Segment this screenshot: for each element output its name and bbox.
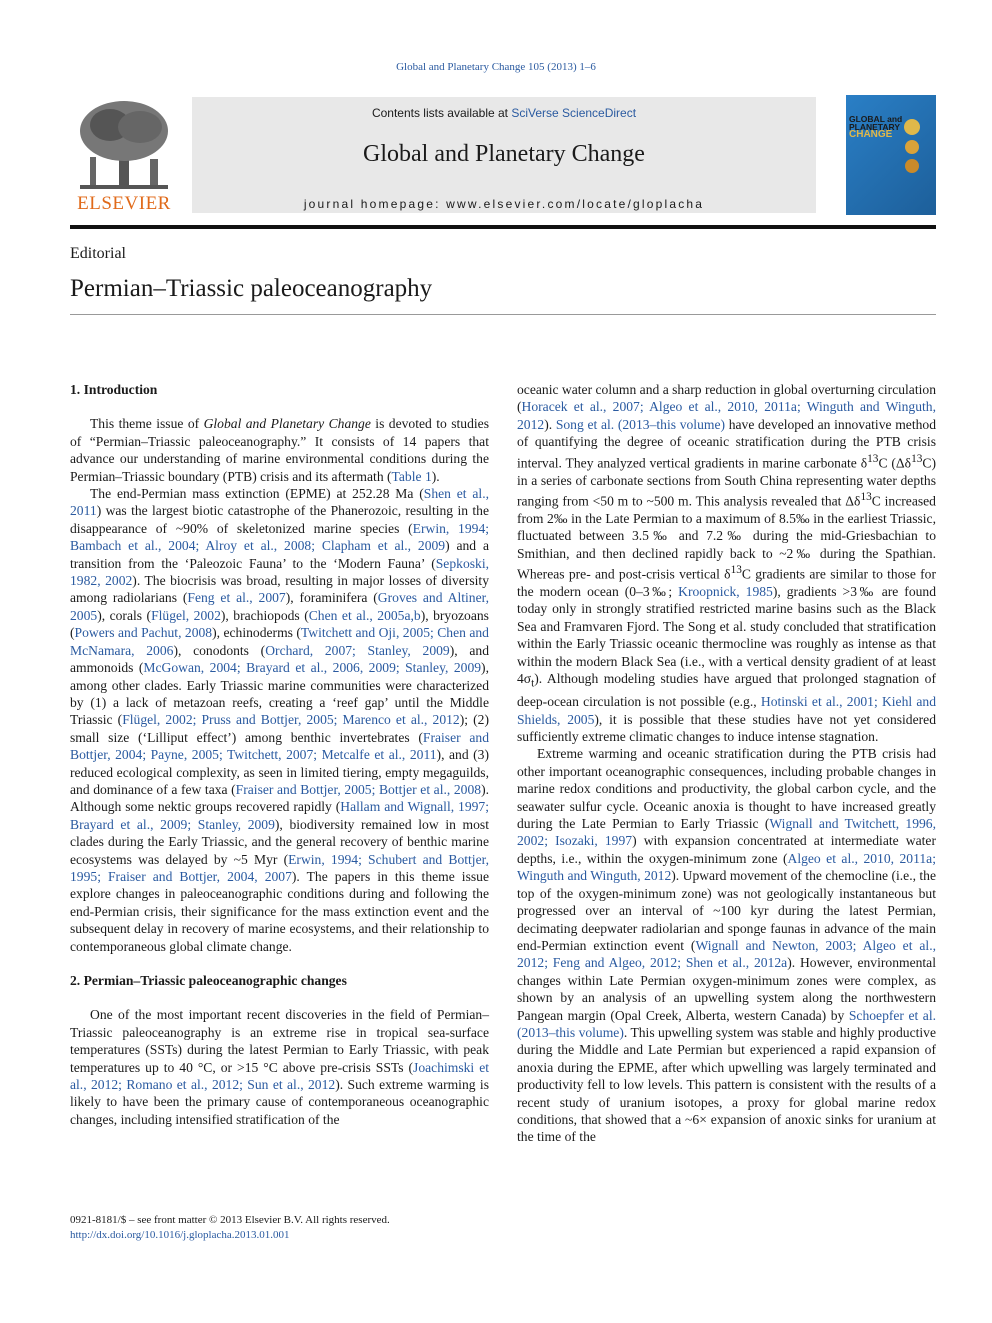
article-footer: [70, 1213, 390, 1243]
elsevier-wordmark: ELSEVIER: [77, 193, 171, 214]
cover-line-1: GLOBAL and: [849, 114, 903, 124]
section-2-heading: 2. Permian–Triassic paleoceanographic changes: [70, 973, 347, 988]
paragraph: This theme issue of Global and Planetary Change is devoted to studies of “Permian–Triassic paleoceanography.” It consists of 14 papers that advance our understanding of marine environmental conditions during the Permian–Triassic boundary (PTB) crisis and its aftermath (Table 1).: [70, 416, 489, 484]
issn-copyright: 0921-8181/$ – see front matter © 2013 Elsevier B.V. All rights reserved.: [70, 1214, 390, 1226]
paragraph: One of the most important recent discoveries in the field of Permian–Triassic paleoceanography is an extreme rise in tropical sea-surface temperatures (SSTs) during the latest Permian to Early Triassic, with peak temperatures up to 40 °C, or >15 °C above pre-crisis SSTs (Joachimski et al., 2012; Romano et al., 2012; Sun et al., 2012). Such extreme warming is likely to have been the primary cause of contemporaneous oceanographic changes, including intensified stratification of the: [70, 1007, 490, 1127]
homepage-prefix: journal homepage:: [303, 197, 447, 211]
article-type: Editorial: [70, 245, 126, 262]
elsevier-logo[interactable]: [70, 97, 178, 215]
contents-prefix: Contents lists available at: [371, 106, 512, 120]
journal-citation[interactable]: Global and Planetary Change 105 (2013) 1–6: [396, 61, 596, 73]
journal-title[interactable]: Global and Planetary Change: [363, 141, 645, 167]
paragraph: Extreme warming and oceanic stratification during the PTB crisis had other important oceanographic consequences, including probable changes in marine redox conditions and productivity, the global carbon cycle, and the seawater sulfur cycle. Oceanic anoxia is thought to have increased greatly during the Late Permian to Early Triassic (Wignall and Twitchett, 1996, 2002; Isozaki, 1997) with expansion concentrated at intermediate water depths, i.e., within the oxygen-minimum zone (Algeo et al., 2010, 2011a; Winguth and Winguth, 2012). Upward movement of the chemocline (i.e., the top of the oxygen-minimum zone) was not geologically instantaneous but progressed over an interval of ~100 kyr during the latest Permian, decimating deepwater radiolarian and sponge faunas in advance of the main end-Permian extinction event (Wignall and Newton, 2003; Algeo et al., 2012; Feng and Algeo, 2012; Shen et al., 2012a). However, environmental changes within Late Permian oxygen-minimum zones were complex, as shown by an analysis of an upwelling system along the northwestern Pangean margin (Opal Creek, Alberta, western Canada) by Schoepfer et al. (2013–this volume). This upwelling system was stable and highly productive during the Middle and Late Permian but experienced a rapid expansion of anoxia during the EPME, after which upwelling was largely terminated and productivity fell to low levels. This pattern is consistent with the results of a recent study of uranium isotopes, a proxy for global marine redox conditions, that showed that a ~6× expansion of anoxic sinks for uranium at the time of the: [517, 746, 937, 1145]
homepage-link[interactable]: www.elsevier.com/locate/gloplacha: [446, 197, 705, 211]
cover-globe-icon: [900, 117, 924, 177]
header-rule: [70, 225, 936, 229]
paragraph: The end-Permian mass extinction (EPME) at 252.28 Ma (Shen et al., 2011) was the largest biotic catastrophe of the Phanerozoic, resulting in the disappearance of ~90% of skeletonized marine species (Erwin, 1994; Bambach et al., 2004; Alroy et al., 2008; Clapham et al., 2009) and a transition from the ‘Paleozoic Fauna’ to the ‘Modern Fauna’ (Sepkoski, 1982, 2002). The biocrisis was broad, resulting in major losses of diversity among radiolarians (Feng et al., 2007), foraminifera (Groves and Altiner, 2005), corals (Flügel, 2002), brachiopods (Chen et al., 2005a,b), bryozoans (Powers and Pachut, 2008), echinoderms (Twitchett and Oji, 2005; Chen and McNamara, 2006), conodonts (Orchard, 2007; Stanley, 2009), and ammonoids (McGowan, 2004; Brayard et al., 2006, 2009; Stanley, 2009), among other clades. Early Triassic marine communities were characterized by (1) a lack of metazoan reefs, creating a ‘reef gap’ until the Middle Triassic (Flügel, 2002; Pruss and Bottjer, 2005; Marenco et al., 2012); (2) small size (‘Lilliput effect’) among benthic invertebrates (Fraiser and Bottjer, 2004; Payne, 2005; Twitchett, 2007; Metcalfe et al., 2011), and (3) reduced ecological complexity, as seen in limited tiering, empty megaguilds, and dominance of a few taxa (Fraiser and Bottjer, 2005; Bottjer et al., 2008). Although some nektic groups recovered rapidly (Hallam and Wignall, 1997; Brayard et al., 2009; Stanley, 2009), biodiversity remained low in most clades during the Early Triassic, and the general recovery of benthic marine ecosystems was delayed by ~5 Myr (Erwin, 1994; Schubert and Bottjer, 1995; Fraiser and Bottjer, 2004, 2007). The papers in this theme issue explore changes in paleoceanographic conditions during and following the end-Permian crisis, their significance for the mass extinction event and the subsequent delay in recovery of marine ecosystems, and their relationship to contemporaneous global climate change.: [70, 486, 490, 954]
cover-line-2: PLANETARY: [849, 122, 900, 132]
doi-link[interactable]: http://dx.doi.org/10.1016/j.gloplacha.2013.01.001: [70, 1229, 290, 1241]
contents-line: [192, 106, 816, 120]
tree-icon: [70, 97, 178, 193]
article-title: Permian–Triassic paleoceanography: [70, 275, 433, 302]
section-1-heading: 1. Introduction: [70, 382, 158, 397]
sciencedirect-link[interactable]: SciVerse ScienceDirect: [511, 106, 637, 120]
right-column: [517, 381, 936, 1146]
journal-banner: [192, 97, 816, 213]
homepage-line: [192, 197, 816, 211]
title-rule: [70, 314, 936, 315]
journal-cover-thumbnail[interactable]: [846, 95, 936, 215]
cover-line-3: CHANGE: [849, 129, 893, 140]
cover-title: [849, 115, 902, 139]
left-column: [70, 381, 489, 1128]
paragraph: oceanic water column and a sharp reduction in global overturning circulation (Horacek et al., 2007; Algeo et al., 2010, 2011a; Winguth and Winguth, 2012). Song et al. (2013–this volume) have developed an innovative method of quantifying the degree of oceanic stratification during the PTB crisis interval. They analyzed vertical gradients in marine carbonate $\delta^{13}C$ $(\Delta\delta^{13}C)$ in a series of carbonate sections from South China representing water depths ranging from <50 m to ~500 m. This analysis revealed that $\Delta\delta^{13}C$ increased from 2‰ in the Late Permian to a maximum of 8.5‰ in the earliest Triassic, fluctuated between 3.5‰ and 7.2‰ during the mid-Griesbachian to Smithian, and then declined rapidly back to ~2‰ during the Spathian. Whereas pre- and post-crisis vertical $\delta^{13}C$ gradients are similar to those for the modern ocean (0–3‰; Kroopnick, 1985), gradients >3‰ are found today only in strongly stratified restricted marine basins such as the Black Sea and Framvaren Fjord. The Song et al. study concluded that stratification within the Early Triassic oceanic thermocline was roughly as intense as that within the modern Black Sea (i.e., with a vertical density gradient of at least $4\sigma_t$). Although modeling studies have argued that prolonged stagnation of deep-ocean circulation is not possible (e.g., Hotinski et al., 2001; Kiehl and Shields, 2005), it is possible that these studies have not yet considered sufficiently extreme climatic changes to induce intense stagnation.: [517, 382, 937, 745]
